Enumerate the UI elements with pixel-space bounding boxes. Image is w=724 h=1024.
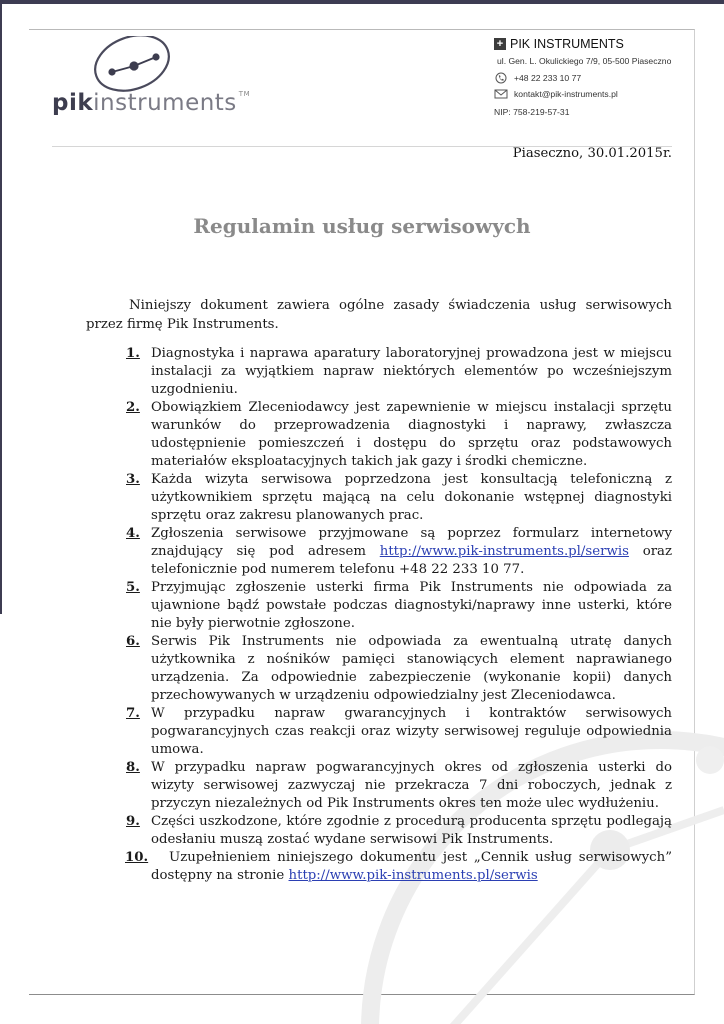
logo-brand-light: instruments [93,90,237,116]
rule-item [126,399,672,471]
phone-row [494,72,581,84]
rule-text: Części uszkodzone, które zgodnie z procedurą producenta sprzętu podlegają odesłaniu muszą zostać wydane serwisowi Pik Instruments. [151,814,672,847]
rule-number: 1. [126,346,140,361]
rule-item [126,633,672,705]
rule-text-after-link: oraz telefonicznie pod numerem telefonu +48 22 233 10 77. [151,544,672,577]
document-title: Regulamin usług serwisowych [193,214,531,238]
rule-item [126,345,672,399]
rule-text: W przypadku napraw gwarancyjnych i kontraktów serwisowych pogwarancyjnych czas reakcji oraz wizyty serwisowej reguluje odpowiednia umowa. [151,706,672,757]
rule-text-before-link: Zgłoszenia serwisowe przyjmowane są poprzez formularz internetowy znajdujący się pod adresem [151,526,672,559]
logo-wordmark [52,90,250,116]
company-name: PIK INSTRUMENTS [510,37,624,51]
top-accent-bar [0,0,724,4]
rule-text: Przyjmując zgłoszenie usterki firma Pik Instruments nie odpowiada za ujawnione bądź powstałe podczas diagnostyki/naprawy inne usterki, które nie były pierwotnie zgłoszone. [151,580,672,631]
email-row [494,88,618,100]
phone-icon [494,72,509,84]
rule-text: Serwis Pik Instruments nie odpowiada za ewentualną utratę danych użytkownika z nośników pamięci stanowiących element naprawianego urządzenia. Za odpowiednie zabezpieczenie (wykonanie kopii) danych przechowywanych w urządzeniu odpowiedzialny jest Zleceniodawca. [151,634,672,703]
plus-icon: + [494,38,506,50]
rule-text-before-link: Uzupełnieniem niniejszego dokumentu jest „Cennik usług serwisowych” dostępny na stronie [151,850,672,883]
left-accent-bar [0,4,2,614]
company-address: ul. Gen. L. Okulickiego 7/9, 05-500 Piaseczno [497,56,672,66]
company-nip: NIP: 758-219-57-31 [494,107,570,117]
rule-item [126,579,672,633]
rule-item [126,471,672,525]
rule-number: 2. [126,400,140,415]
logo-trademark: TM [238,90,251,98]
rule-number: 9. [126,814,140,829]
rule-number: 6. [126,634,140,649]
logo-brand-bold: pik [52,90,94,116]
contact-block [494,36,672,117]
rule-item [126,525,672,579]
intro-paragraph: Niniejszy dokument zawiera ogólne zasady świadczenia usług serwisowych przez firmę Pik Instruments. [86,298,672,332]
service-form-link[interactable]: http://www.pik-instruments.pl/serwis [379,544,629,559]
rule-number: 3. [126,472,140,487]
rule-item [126,705,672,759]
company-row [494,36,624,52]
phone-number: +48 22 233 10 77 [514,73,582,83]
rules-list [126,345,672,885]
rule-item [126,759,672,813]
rule-number: 7. [126,706,140,721]
envelope-icon [494,88,509,100]
rule-text: Diagnostyka i naprawa aparatury laboratoryjnej prowadzona jest w miejscu instalacji za wyjątkiem napraw niektórych elementów po wcześniejszym uzgodnieniu. [151,346,672,397]
rule-item [126,849,672,885]
rule-number: 5. [126,580,140,595]
rule-text: W przypadku napraw pogwarancyjnych okres od zgłoszenia usterki do wizyty serwisowej zazwyczaj nie przekracza 7 dni roboczych, jednak z przyczyn niezależnych od Pik Instruments okres ten może ulec wydłużeniu. [151,760,672,811]
rule-item [126,813,672,849]
document-date: Piaseczno, 30.01.2015r. [512,146,672,161]
service-price-list-link[interactable]: http://www.pik-instruments.pl/serwis [288,868,538,883]
rule-number: 4. [126,526,140,541]
rule-number: 10. [125,850,149,865]
rule-text: Obowiązkiem Zleceniodawcy jest zapewnienie w miejscu instalacji sprzętu warunków do przeprowadzenia diagnostyki i naprawy, zwłaszcza udostępnienie pomieszczeń i dostępu do sprzętu oraz podstawowych materiałów eksploatacyjnych takich jak gazy i środki chemiczne. [151,400,672,469]
rule-number: 8. [126,760,140,775]
rule-text: Każda wizyta serwisowa poprzedzona jest konsultacją telefoniczną z użytkownikiem sprzętu mającą na celu dokonanie wstępnej diagnostyki sprzętu oraz zakresu planowanych prac. [151,472,672,523]
email-address[interactable]: kontakt@pik-instruments.pl [514,89,618,99]
